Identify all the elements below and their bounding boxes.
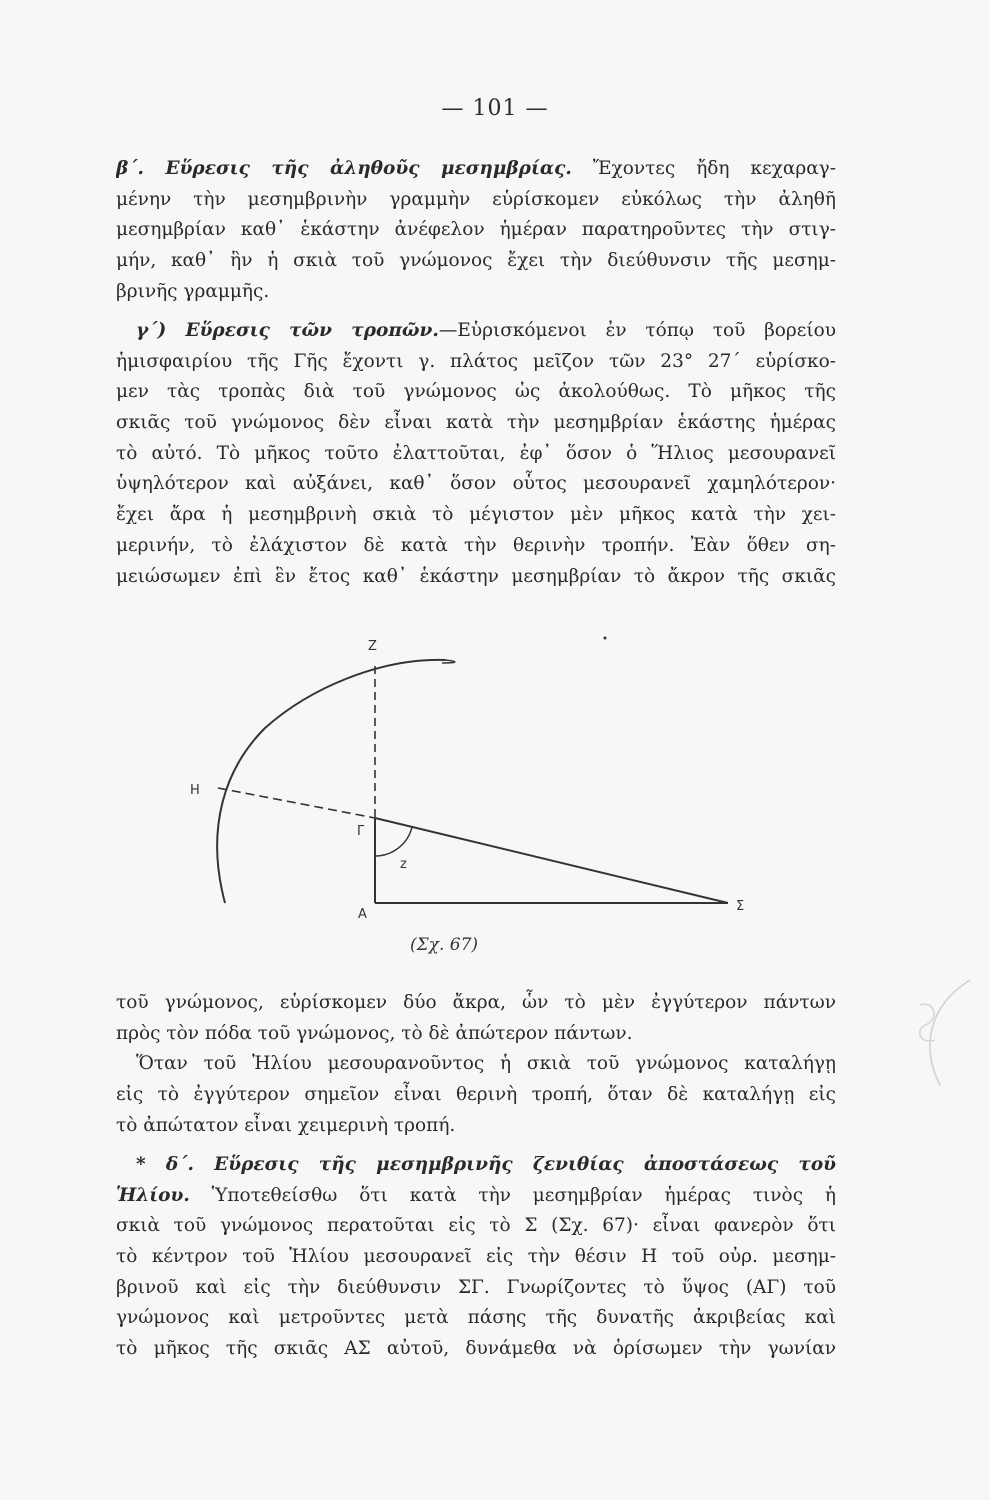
h-gamma-line bbox=[218, 788, 375, 818]
text-line: ἔχει ἄρα ἡ μεσημβρινὴ σκιὰ τὸ μέγιστον μὲν μῆκος κατὰ τὴν χει- bbox=[116, 504, 836, 526]
section-gamma bbox=[116, 316, 836, 592]
label-gamma: Γ bbox=[357, 824, 365, 839]
text-line: πρὸς τὸν πόδα τοῦ γνώμονος, τὸ δὲ ἀπώτερον πάντων. bbox=[116, 1022, 633, 1044]
text-line: τοῦ γνώμονος, εὑρίσκομεν δύο ἄκρα, ὧν τὸ μὲν ἐγγύτερον πάντων bbox=[116, 992, 836, 1013]
text-line: σκιᾶς τοῦ γνώμονος δὲν εἶναι κατὰ τὴν μεσημβρίαν ἑκάστης ἡμέρας bbox=[116, 412, 836, 434]
figure-caption: (Σχ. 67) bbox=[410, 935, 479, 955]
meridian-arc bbox=[217, 660, 445, 903]
sun-ray-line bbox=[375, 818, 728, 903]
text-line: β΄. Εὕρεσις τῆς ἀληθοῦς μεσημβρίας. Ἔχοντες ἤδη κεχαραγ- bbox=[116, 158, 836, 179]
section-heading: γ΄) Εὕρεσις τῶν τροπῶν. bbox=[136, 320, 439, 341]
text-line: μεσημβρίαν καθ᾽ ἑκάστην ἀνέφελον ἡμέραν παρατηροῦντες τὴν στιγ- bbox=[116, 219, 836, 241]
figure-67 bbox=[180, 628, 780, 968]
text-line: τὸ μῆκος τῆς σκιᾶς ΑΣ αὐτοῦ, δυνάμεθα νὰ ὁρίσωμεν τὴν γωνίαν bbox=[116, 1338, 836, 1360]
gnomon-diagram bbox=[180, 628, 780, 968]
text-line: μειώσωμεν ἐπὶ ἓν ἔτος καθ᾽ ἑκάστην μεσημβρίαν τὸ ἄκρον τῆς σκιᾶς bbox=[116, 565, 836, 587]
text-line: γνώμονος καὶ μετροῦντες μετὰ πάσης τῆς δυνατῆς ἀκριβείας καὶ bbox=[116, 1307, 836, 1329]
label-sigma: Σ bbox=[736, 899, 745, 914]
text-line: ἡμισφαιρίου τῆς Γῆς ἔχοντι γ. πλάτος μεῖζον τῶν 23° 27΄ εὑρίσκο- bbox=[116, 350, 836, 372]
label-angle-z: z bbox=[400, 857, 407, 872]
text-line: μερινήν, τὸ ἐλάχιστον δὲ κατὰ τὴν θερινὴν τροπήν. Ἐὰν ὅθεν ση- bbox=[116, 534, 836, 556]
pencil-mark bbox=[900, 975, 980, 1095]
label-z: Z bbox=[368, 639, 377, 654]
text-line: βρινοῦ καὶ εἰς τὴν διεύθυνσιν ΣΓ. Γνωρίζοντες τὸ ὕψος (ΑΓ) τοῦ bbox=[116, 1276, 836, 1298]
text-line: Ἡλίου. Ὑποτεθείσθω ὅτι κατὰ τὴν μεσημβρίαν ἡμέρας τινὸς ἡ bbox=[116, 1184, 836, 1206]
text-line: σκιὰ τοῦ γνώμονος περατοῦται εἰς τὸ Σ (Σχ. 67)· εἶναι φανερὸν ὅτι bbox=[116, 1215, 836, 1237]
text-line: τὸ ἀπώτατον εἶναι χειμερινὴ τροπή. bbox=[116, 1114, 456, 1136]
label-h: H bbox=[190, 783, 200, 798]
point-marker bbox=[604, 637, 607, 640]
text-line: μένην τὴν μεσημβρινὴν γραμμὴν εὑρίσκομεν εὐκόλως τὴν ἀληθῆ bbox=[116, 188, 836, 210]
section-gamma-continued bbox=[116, 988, 836, 1141]
text-line: τὸ κέντρον τοῦ Ἡλίου μεσουρανεῖ εἰς τὴν θέσιν Η τοῦ οὐρ. μεσημ- bbox=[116, 1246, 836, 1268]
section-heading: β΄. Εὕρεσις τῆς ἀληθοῦς μεσημβρίας. bbox=[116, 158, 572, 179]
text-line: ὑψηλότερον καὶ αὐξάνει, καθ᾽ ὅσον οὗτος μεσουρανεῖ χαμηλότερον· bbox=[116, 473, 836, 495]
text-line: μήν, καθ᾽ ἣν ἡ σκιὰ τοῦ γνώμονος ἔχει τὴν διεύθυνσιν τῆς μεσημ- bbox=[116, 250, 836, 272]
text-line: γ΄) Εὕρεσις τῶν τροπῶν.—Εὑρισκόμενοι ἐν τόπῳ τοῦ βορείου bbox=[136, 320, 836, 341]
text-line: βρινῆς γραμμῆς. bbox=[116, 280, 270, 302]
text-line: εἰς τὸ ἐγγύτερον σημεῖον εἶναι θερινὴ τροπή, ὅταν δὲ καταλήγῃ εἰς bbox=[116, 1084, 836, 1106]
label-a: A bbox=[358, 907, 367, 922]
text-line: μεν τὰς τροπὰς διὰ τοῦ γνώμονος ὡς ἀκολούθως. Τὸ μῆκος τῆς bbox=[116, 381, 836, 403]
pencil-mark-icon bbox=[900, 975, 980, 1095]
text-line: τὸ αὐτό. Τὸ μῆκος τοῦτο ἐλαττοῦται, ἐφ᾽ ὅσον ὁ Ἥλιος μεσουρανεῖ bbox=[116, 442, 836, 464]
page-number: — 101 — bbox=[441, 96, 549, 121]
angle-z-arc bbox=[375, 827, 412, 856]
section-heading-cont: Ἡλίου. bbox=[116, 1184, 190, 1206]
section-delta bbox=[116, 1150, 836, 1365]
section-beta bbox=[116, 154, 836, 307]
text-line: Ὅταν τοῦ Ἡλίου μεσουρανοῦντος ἡ σκιὰ τοῦ γνώμονος καταλήγῃ bbox=[136, 1053, 836, 1075]
section-heading: * δ΄. Εὕρεσις τῆς μεσημβρινῆς ζενιθίας ἀποστάσεως τοῦ bbox=[136, 1154, 836, 1175]
